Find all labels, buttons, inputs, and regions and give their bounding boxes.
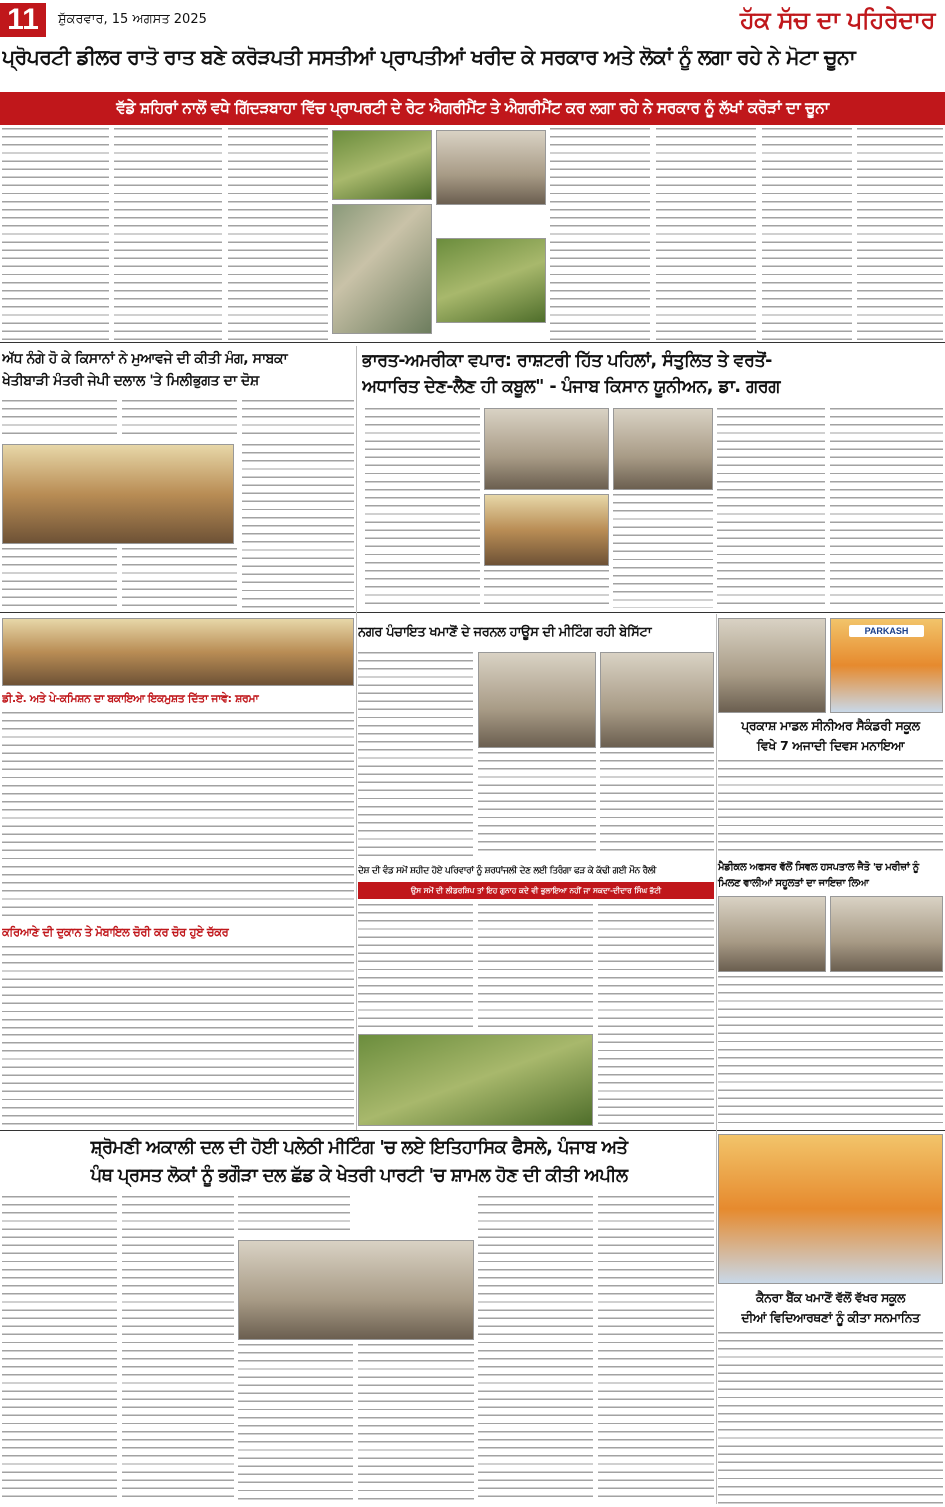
tiranga-banner [358,882,714,899]
trade-col-5 [830,408,943,608]
farmers-headline-line-1: ਅੱਧ ਨੰਗੇ ਹੋ ਕੇ ਕਿਸਾਨਾਂ ਨੇ ਮੁਆਵਜੇ ਦੀ ਕੀਤੀ ਮੰਗ, ਸਾਬਕਾ [2,351,288,367]
nagar-col-2 [478,752,596,857]
akali-photo [238,1240,474,1340]
column-separator [716,614,717,1504]
trade-col-3 [613,494,713,608]
akali-col-3 [238,1196,350,1236]
tiranga-col-3 [598,904,714,1126]
tiranga-photo [358,1034,593,1126]
farmers-col-1 [2,400,117,440]
lead-col-4 [550,128,650,340]
lead-col-6 [762,128,852,340]
school-photo-2 [830,618,943,713]
akali-col-1 [2,1196,117,1504]
canara-headline-line-1: ਕੈਨਰਾ ਬੈਂਕ ਖਮਾਣੋਂ ਵੱਲੋਂ ਵੱਖਰ ਸਕੂਲ [756,1290,905,1305]
lead-headline: ਪ੍ਰੋਪਰਟੀ ਡੀਲਰ ਰਾਤੋ ਰਾਤ ਬਣੇ ਕਰੋੜਪਤੀ ਸਸਤੀਆਂ ਪ੍ਰਾਪਤੀਆਂ ਖਰੀਦ ਕੇ ਸਰਕਾਰ ਅਤੇ ਲੋਕਾਂ ਨੂੰ ਲਗਾ ਰਹੇ ਨੇ ਮੋਟਾ ਚੂਨਾ [2,45,856,69]
nagar-col-1 [358,652,473,857]
farmers-photo [2,444,234,544]
school-headline [718,716,943,756]
akali-col-6 [478,1196,593,1504]
canara-photo [718,1134,943,1284]
tiranga-col-1 [358,904,473,1030]
trade-col-2 [484,570,609,608]
trade-photo-2 [484,494,609,566]
farmers-headline-line-2: ਖੇਤੀਬਾੜੀ ਮੰਤਰੀ ਜੇਪੀ ਦਲਾਲ 'ਤੇ ਮਿਲੀਭੁਗਤ ਦਾ ਦੋਸ਼ [2,373,259,389]
hospital-headline: ਮੈਡੀਕਲ ਅਫਸਰ ਵੱਲੋਂ ਸਿਵਲ ਹਸਪਤਾਲ ਜੈਤੋ 'ਚ ਮਰੀਜ਼ਾਂ ਨੂੰ ਮਿਲਣ ਵਾਲੀਆਂ ਸਹੂਲਤਾਂ ਦਾ ਜਾਇਜ਼ਾ ਲਿਆ [718,862,919,889]
akali-headline-line-2: ਪੰਥ ਪ੍ਰਸਤ ਲੋਕਾਂ ਨੂੰ ਭਗੌੜਾ ਦਲ ਛੱਡ ਕੇ ਖੇਤਰੀ ਪਾਰਟੀ 'ਚ ਸ਼ਾਮਲ ਹੋਣ ਦੀ ਕੀਤੀ ਅਪੀਲ [90,1165,628,1186]
lead-col-2 [114,128,222,340]
da-body [2,712,354,920]
trade-photo-1 [484,408,609,490]
lead-photo-2 [332,204,432,334]
school-photo-1 [718,618,826,713]
lead-photo-4 [436,238,546,323]
lead-subhead-text: ਵੱਡੇ ਸ਼ਹਿਰਾਂ ਨਾਲੋਂ ਵਧੇ ਗਿੱਦੜਬਾਹਾ ਵਿੱਚ ਪ੍ਰਾਪਰਟੀ ਦੇ ਰੇਟ ਐਗਰੀਮੈਂਟ ਤੇ ਐਗਰੀਮੈਂਟ ਕਰ ਲਗਾ ਰਹੇ ਨੇ ਸਰਕਾਰ ਨੂੰ ਲੱਖਾਂ ਕਰੋੜਾਂ ਦਾ ਚੂਨਾ [116,99,829,117]
tiranga-col-4 [2,1034,354,1126]
canara-body [718,1332,943,1504]
theft-headline: ਕਰਿਆਣੇ ਦੀ ਦੁਕਾਨ ਤੇ ਮੋਬਾਇਲ ਚੋਰੀ ਕਰ ਚੋਰ ਹੁਏ ਚੱਕਰ [2,926,229,939]
tiranga-banner-text: ਉਸ ਸਮੇਂ ਦੀ ਲੀਡਰਸ਼ਿਪ ਤਾਂ ਇਹ ਗੁਨਾਹ ਕਦੇ ਵੀ ਭੁਲਾਇਆ ਨਹੀਂ ਜਾ ਸਕਦਾ-ਦੀਦਾਰ ਸਿੰਘ ਭੱਟੀ [410,886,662,895]
farmers-headline [2,348,362,392]
divider [0,342,945,343]
hospital-body [718,976,943,1126]
tiranga-headline: ਦੇਸ਼ ਦੀ ਵੰਡ ਸਮੇਂ ਸ਼ਹੀਦ ਹੋਏ ਪਰਿਵਾਰਾਂ ਨੂੰ ਸ਼ਰਧਾਂਜਲੀ ਦੇਣ ਲਈ ਤਿਰੰਗਾ ਫੜ ਕੇ ਕੱਢੀ ਗਈ ਮੌਨ ਰੈਲੀ [358,866,657,876]
page-number: 11 [0,3,46,37]
school-body [718,760,943,856]
farmers-col-4 [2,548,117,610]
divider [0,1130,945,1131]
da-photo [2,618,354,686]
farmers-col-6 [242,444,354,610]
lead-col-7 [857,128,943,340]
trade-col-4 [717,408,825,608]
divider [0,612,945,613]
canara-headline [718,1288,943,1328]
masthead [0,0,945,40]
masthead-logo: ਹੱਕ ਸੱਚ ਦਾ ਪਹਿਰੇਦਾਰ [739,6,935,34]
akali-col-7 [598,1196,714,1504]
trade-headline [362,348,945,400]
lead-body [2,128,943,340]
tiranga-col-2 [478,904,593,1030]
column-separator [356,346,357,1130]
akali-col-4 [238,1344,353,1504]
theft-body [2,946,354,1030]
lead-photo-1 [332,130,432,200]
lead-col-3 [228,128,328,340]
nagar-photo-1 [478,652,596,748]
trade-photo-3 [613,408,713,490]
da-headline: ਡੀ.ਏ. ਅਤੇ ਪੇ-ਕਮਿਸ਼ਨ ਦਾ ਬਕਾਇਆ ਇਕਮੁਸ਼ਤ ਦਿੱਤਾ ਜਾਵੇ: ਸ਼ਰਮਾ [2,692,259,705]
trade-headline-line-1: ਭਾਰਤ-ਅਮਰੀਕਾ ਵਪਾਰ: ਰਾਸ਼ਟਰੀ ਹਿੱਤ ਪਹਿਲਾਂ, ਸੰਤੁਲਿਤ ਤੇ ਵਰਤੋਂ- [362,351,772,371]
nagar-photo-2 [600,652,714,748]
farmers-col-5 [122,548,237,610]
akali-headline-line-1: ਸ਼੍ਰੋਮਣੀ ਅਕਾਲੀ ਦਲ ਦੀ ਹੋਈ ਪਲੇਠੀ ਮੀਟਿੰਗ 'ਚ ਲਏ ਇਤਿਹਾਸਿਕ ਫੈਸਲੇ, ਪੰਜਾਬ ਅਤੇ [90,1137,628,1158]
farmers-col-3 [242,400,354,440]
nagar-headline: ਨਗਰ ਪੰਚਾਇਤ ਖਮਾਣੋਂ ਦੇ ਜਰਨਲ ਹਾਊਸ ਦੀ ਮੀਟਿੰਗ ਰਹੀ ਬੇਸਿੱਟਾ [358,625,652,640]
lead-subhead [0,92,945,125]
lead-col-5 [656,128,756,340]
farmers-col-2 [122,400,237,440]
akali-col-2 [122,1196,234,1504]
canara-headline-line-2: ਦੀਆਂ ਵਿਦਿਆਰਥਣਾਂ ਨੂੰ ਕੀਤਾ ਸਨਮਾਨਿਤ [741,1310,920,1325]
nagar-col-3 [600,752,714,857]
akali-col-5 [358,1344,474,1504]
trade-headline-line-2: ਅਧਾਰਿਤ ਦੇਣ-ਲੈਣ ਹੀ ਕਬੂਲ" - ਪੰਜਾਬ ਕਿਸਾਨ ਯੂਨੀਅਨ, ਡਾ. ਗਰਗ [362,377,780,397]
trade-col-1 [365,408,480,608]
school-headline-line-1: ਪ੍ਰਕਾਸ਼ ਮਾਡਲ ਸੀਨੀਅਰ ਸੈਕੰਡਰੀ ਸਕੂਲ [741,718,920,733]
school-photo-sign: PARKASH [849,625,924,637]
lead-photo-3 [436,130,546,205]
hospital-photo-1 [718,896,826,972]
lead-col-1 [2,128,109,340]
school-headline-line-2: ਵਿਖੇ 7 ਅਜਾਦੀ ਦਿਵਸ ਮਨਾਇਆ [756,738,905,753]
akali-headline [2,1134,716,1190]
issue-date: ਸ਼ੁੱਕਰਵਾਰ, 15 ਅਗਸਤ 2025 [58,12,207,27]
hospital-photo-2 [830,896,943,972]
